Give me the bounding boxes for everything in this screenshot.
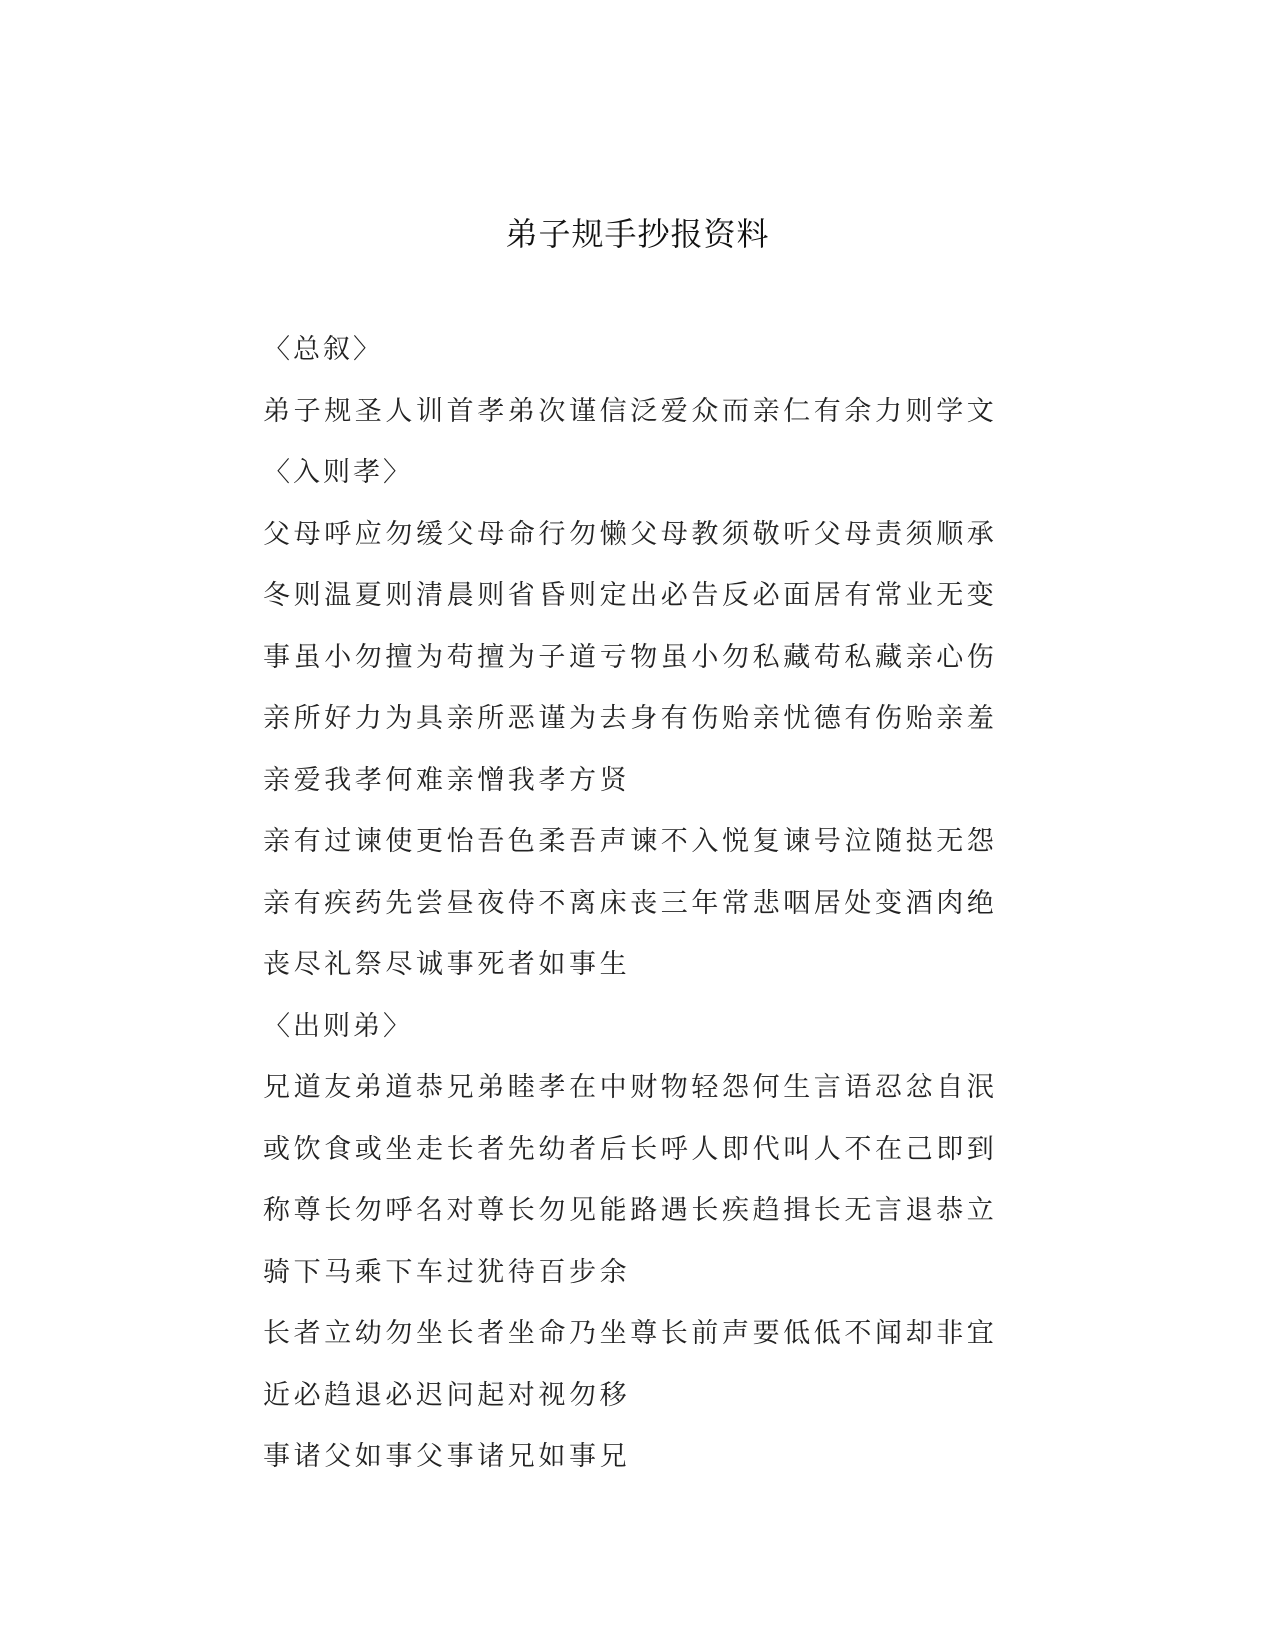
text-line: 称尊长勿呼名对尊长勿见能路遇长疾趋揖长无言退恭立 [263,1195,998,1226]
text-line: 事诸父如事父事诸兄如事兄 [263,1441,631,1472]
text-line: 亲有疾药先尝昼夜侍不离床丧三年常悲咽居处变酒肉绝 [263,887,998,919]
text-line: 或饮食或坐走长者先幼者后长呼人即代叫人不在己即到 [263,1133,998,1165]
text-line: 弟子规圣人训首孝弟次谨信泛爱众而亲仁有余力则学文 [263,395,998,427]
text-line: 骑下马乘下车过犹待百步余 [263,1256,631,1288]
text-line: 父母呼应勿缓父母命行勿懒父母教须敬听父母责须顺承 [263,518,998,550]
document-title: 弟子规手抄报资料 [505,215,770,253]
section-heading-brotherhood: 〈出则弟〉 [263,1010,413,1042]
text-line: 冬则温夏则清晨则省昏则定出必告反必面居有常业无变 [263,580,998,611]
section-heading-general: 〈总叙〉 [263,334,383,365]
text-line: 亲爱我孝何难亲憎我孝方贤 [263,764,631,796]
text-line: 事虽小勿擅为苟擅为子道亏物虽小勿私藏苟私藏亲心伤 [263,641,998,673]
text-line: 兄道友弟道恭兄弟睦孝在中财物轻怨何生言语忍忿自泯 [263,1072,998,1103]
text-line: 丧尽礼祭尽诚事死者如事生 [263,949,631,980]
text-line: 亲所好力为具亲所恶谨为去身有伤贻亲忧德有伤贻亲羞 [263,703,998,734]
text-line: 近必趋退必迟问起对视勿移 [263,1379,631,1411]
document-body [263,326,1023,1495]
section-heading-filial-piety: 〈入则孝〉 [263,457,413,488]
text-line: 亲有过谏使更怡吾色柔吾声谏不入悦复谏号泣随挞无怨 [263,826,998,857]
text-line: 长者立幼勿坐长者坐命乃坐尊长前声要低低不闻却非宜 [263,1318,998,1349]
